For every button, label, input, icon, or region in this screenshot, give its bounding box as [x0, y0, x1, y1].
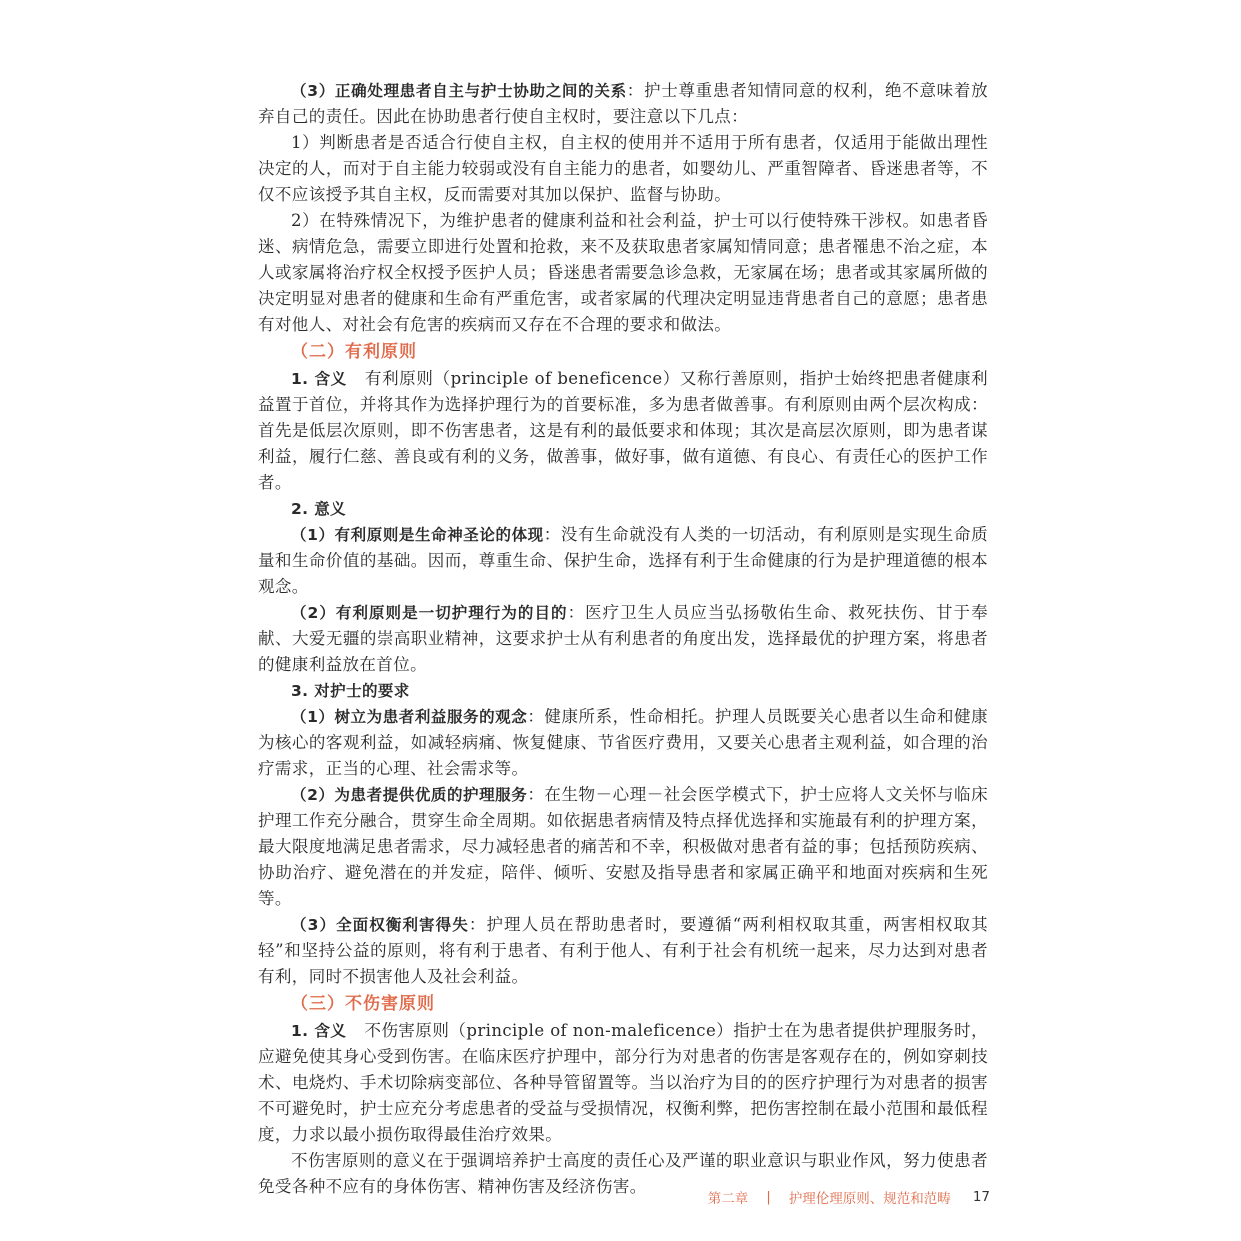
paragraph-beneficence-definition: [258, 366, 988, 496]
paragraph-sanctity-of-life: [258, 522, 988, 600]
paragraph-text: ：在生物－心理－社会医学模式下，护士应将人文关怀与临床护理工作充分融合，贯穿生命全周期。如依据患者病情及特点择优选择和实施最有利的护理方案，最大限度地满足患者需求，尽力减轻患者的痛苦和不幸，积极做对患者有益的事；包括预防疾病、协助治疗、避免潜在的并发症，陪伴、倾听、安慰及指导患者和家属正确平和地面对疾病和生死等。: [258, 785, 988, 908]
paragraph-text: 不伤害原则的意义在于强调培养护士高度的责任心及严谨的职业意识与职业作风，努力使患者免受各种不应有的身体伤害、精神伤害及经济伤害。: [258, 1151, 988, 1196]
subheading-significance: 2. 意义: [291, 500, 347, 518]
footer-chapter-title: 护理伦理原则、规范和范畴: [788, 1191, 951, 1207]
paragraph-lead: （3）正确处理患者自主与护士协助之间的关系: [291, 82, 627, 100]
paragraph-text: ：健康所系，性命相托。护理人员既要关心患者以生命和健康为核心的客观利益，如减轻病痛、恢复健康、节省医疗费用，又要关心患者主观利益，如合理的治疗需求，正当的心理、社会需求等。: [258, 707, 988, 778]
subheading-nurse-requirements: 3. 对护士的要求: [291, 682, 410, 700]
paragraph-text: ：没有生命就没有人类的一切活动，有利原则是实现生命质量和生命价值的基础。因而，尊重生命、保护生命，选择有利于生命健康的行为是护理道德的根本观念。: [258, 525, 989, 596]
page-body: [258, 78, 988, 1200]
paragraph-text: ：护士尊重患者知情同意的权利，绝不意味着放弃自己的责任。因此在协助患者行使自主权时，要注意以下几点：: [258, 81, 988, 126]
footer-chapter: 第二章: [707, 1191, 749, 1207]
paragraph-special-intervention: [258, 208, 988, 338]
paragraph-lead: 1. 含义: [291, 370, 347, 388]
page-footer: [680, 1186, 990, 1208]
paragraph-text: 1）判断患者是否适合行使自主权，自主权的使用并不适用于所有患者，仅适用于能做出理性决定的人，而对于自主能力较弱或没有自主能力的患者，如婴幼儿、严重智障者、昏迷患者等，不仅不应该授予其自主权，反而需要对其加以保护、监督与协助。: [258, 133, 988, 204]
paragraph-text: 不伤害原则（principle of non-maleficence）指护士在为患者提供护理服务时，应避免使其身心受到伤害。在临床医疗护理中，部分行为对患者的伤害是客观存在的，例如穿刺技术、电烧灼、手术切除病变部位、各种导管留置等。当以治疗为目的的医疗护理行为对患者的损害不可避免时，护士应充分考虑患者的受益与受损情况，权衡利弊，把伤害控制在最小范围和最低程度，力求以最小损伤取得最佳治疗效果。: [258, 1021, 988, 1144]
page-number: 17: [972, 1189, 990, 1205]
paragraph-text: ：医疗卫生人员应当弘扬敬佑生命、救死扶伤、甘于奉献、大爱无疆的崇高职业精神，这要求护士从有利患者的角度出发，选择最优的护理方案，将患者的健康利益放在首位。: [258, 603, 988, 674]
paragraph-judge-autonomy: [258, 130, 988, 208]
paragraph-lead: （2）有利原则是一切护理行为的目的: [291, 604, 568, 622]
paragraph-lead: （2）为患者提供优质的护理服务: [291, 786, 528, 804]
paragraph-text: 有利原则（principle of beneficence）又称行善原则，指护士始终把患者健康利益置于首位，并将其作为选择护理行为的首要标准，多为患者做善事。有利原则由两个层次构成：首先是低层次原则，即不伤害患者，这是有利的最低要求和体现；其次是高层次原则，即为患者谋利益，履行仁慈、善良或有利的义务，做善事，做好事，做有道德、有良心、有责任心的医护工作者。: [258, 369, 988, 492]
footer-separator: |: [766, 1189, 771, 1205]
paragraph-autonomy-relation: [258, 78, 988, 130]
paragraph-lead: 1. 含义: [291, 1022, 347, 1040]
paragraph-service-concept: [258, 704, 988, 782]
paragraph-lead: （1）有利原则是生命神圣论的体现: [291, 526, 544, 544]
section-heading-non-maleficence: （三）不伤害原则: [291, 994, 435, 1014]
paragraph-non-maleficence-definition: [258, 1018, 988, 1148]
paragraph-purpose-of-nursing: [258, 600, 988, 678]
paragraph-lead: （1）树立为患者利益服务的观念: [291, 708, 528, 726]
paragraph-quality-service: [258, 782, 988, 912]
paragraph-text: ：护理人员在帮助患者时，要遵循“两利相权取其重，两害相权取其轻”和坚持公益的原则，将有利于患者、有利于他人、有利于社会有机统一起来，尽力达到对患者有利，同时不损害他人及社会利益。: [258, 915, 989, 986]
paragraph-lead: （3）全面权衡利害得失: [291, 916, 469, 934]
paragraph-weigh-pros-cons: [258, 912, 988, 990]
section-heading-beneficence: （二）有利原则: [291, 342, 417, 362]
paragraph-text: 2）在特殊情况下，为维护患者的健康利益和社会利益，护士可以行使特殊干涉权。如患者昏迷、病情危急，需要立即进行处置和抢救，来不及获取患者家属知情同意；患者罹患不治之症，本人或家属将治疗权全权授予医护人员；昏迷患者需要急诊急救，无家属在场；患者或其家属所做的决定明显对患者的健康和生命有严重危害，或者家属的代理决定明显违背患者自己的意愿；患者患有对他人、对社会有危害的疾病而又存在不合理的要求和做法。: [258, 211, 988, 334]
